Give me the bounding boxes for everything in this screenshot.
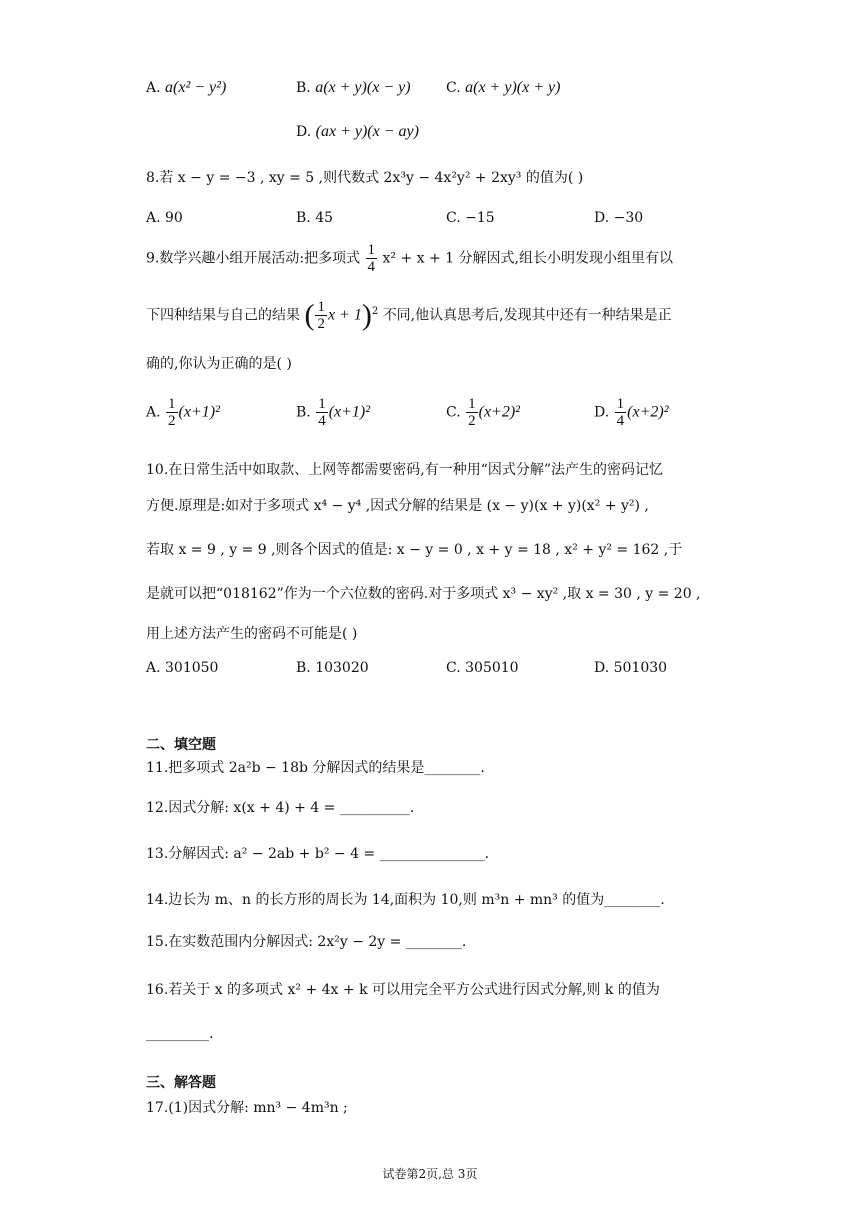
q8-stem: 8.若 x − y = −3 , xy = 5 ,则代数式 2x³y − 4x²y² + 2xy³ 的值为( ) (146, 170, 584, 186)
q7-option-a (146, 78, 226, 98)
page-footer: 试卷第2页,总 3页 (382, 1167, 478, 1181)
option-label: A. (146, 660, 161, 676)
q16-line-2: _________. (146, 1026, 214, 1042)
q9-line-1 (146, 242, 673, 275)
q8-option-c (446, 208, 495, 228)
option-expr: a(x + y)(x + y) (465, 79, 561, 96)
option-label: B. (296, 210, 311, 226)
option-label: D. (594, 404, 610, 421)
q10-option-d (594, 658, 667, 678)
q9-line-2: 下四种结果与自己的结果 ( $\frac{1}{2}$ x + 1)$^2$ 不同,他认真思考后,发现其中还有一种结果是正 (146, 298, 672, 333)
q10-line-4: 是就可以把“018162”作为一个六位数的密码.对于多项式 x³ − xy² ,取 x = 30 , y = 20 , (146, 586, 701, 602)
option-value: −15 (465, 210, 495, 226)
option-label: C. (446, 404, 461, 421)
option-label: D. (594, 660, 610, 676)
q7-option-b (296, 78, 411, 98)
option-value: −30 (613, 210, 644, 226)
option-label: C. (446, 80, 461, 96)
option-label: B. (296, 660, 311, 676)
section-title-answer: 三、解答题 (146, 1075, 216, 1091)
q10-option-b (296, 658, 369, 678)
q9-line-3: 确的,你认为正确的是( ) (146, 356, 292, 372)
option-expr: (x+2)² (478, 403, 520, 421)
option-label: A. (146, 404, 161, 421)
option-expr: (ax + y)(x − ay) (315, 123, 419, 140)
q10-line-1: 10.在日常生活中如取款、上网等都需要密码,有一种用“因式分解”法产生的密码记忆 (146, 462, 664, 478)
q10-option-c (446, 658, 519, 678)
option-expr: a(x² − y²) (165, 79, 227, 96)
option-value: 45 (315, 210, 334, 226)
q17: 17.(1)因式分解: mn³ − 4m³n ; (146, 1100, 348, 1116)
option-expr: (x+1)² (328, 403, 371, 421)
option-label: D. (594, 210, 610, 226)
option-label: D. (296, 124, 312, 140)
q10-line-3: 若取 x = 9 , y = 9 ,则各个因式的值是: x − y = 0 , x + y = 18 , x² + y² = 162 ,于 (146, 542, 683, 558)
q12: 12.因式分解: x(x + 4) + 4 = __________. (146, 800, 415, 816)
q11: 11.把多项式 2a²b − 18b 分解因式的结果是________. (146, 760, 485, 776)
q9-option-a: A. $\frac{1}{2}$ (x+1)² (146, 396, 220, 429)
fraction-half: $\frac{1}{2}$ (317, 299, 325, 333)
q9-text-d: 不同,他认真思考后,发现其中还有一种结果是正 (382, 307, 672, 324)
option-label: C. (446, 660, 461, 676)
q15: 15.在实数范围内分解因式: 2x²y − 2y = ________. (146, 934, 467, 950)
q8-option-d (594, 208, 643, 228)
q9-option-b: B. $\frac{1}{4}$ (x+1)² (296, 396, 371, 429)
option-value: 103020 (315, 660, 369, 676)
q9-text-b: x² + x + 1 分解因式,组长小明发现小组里有以 (382, 250, 673, 267)
q7-option-c (446, 78, 560, 98)
option-value: 305010 (465, 660, 519, 676)
q10-line-5: 用上述方法产生的密码不可能是( ) (146, 626, 358, 642)
option-label: C. (446, 210, 461, 226)
q13: 13.分解因式: a² − 2ab + b² − 4 = _______________. (146, 846, 490, 862)
option-label: B. (296, 404, 311, 421)
option-expr: (x+2)² (627, 403, 669, 421)
option-value: 90 (165, 210, 183, 226)
q7-option-d (296, 122, 419, 142)
q16-line-1: 16.若关于 x 的多项式 x² + 4x + k 可以用完全平方公式进行因式分解,则 k 的值为 (146, 982, 660, 998)
option-label: B. (296, 80, 311, 96)
q10-line-2: 方便.原理是:如对于多项式 x⁴ − y⁴ ,因式分解的结果是 (x − y)(x + y)(x² + y²) , (146, 498, 649, 514)
q9-option-c: C. $\frac{1}{2}$ (x+2)² (446, 396, 520, 429)
q8-option-b (296, 208, 333, 228)
option-value: 501030 (613, 660, 668, 676)
option-label: A. (146, 210, 161, 226)
option-label: A. (146, 80, 161, 96)
section-title-fill-blank: 二、填空题 (146, 737, 216, 753)
option-value: 301050 (165, 660, 219, 676)
q8-option-a (146, 208, 183, 228)
option-expr: a(x + y)(x − y) (315, 79, 411, 96)
q9-option-d: D. $\frac{1}{4}$ (x+2)² (594, 396, 669, 429)
q14: 14.边长为 m、n 的长方形的周长为 14,面积为 10,则 m³n + mn³ 的值为________. (146, 892, 665, 908)
q10-option-a (146, 658, 218, 678)
q9-text-c: 下四种结果与自己的结果 (146, 307, 300, 324)
fraction-quarter: $\frac{1}{4}$ (367, 242, 376, 275)
option-expr: (x+1)² (178, 403, 220, 421)
q9-text-a: 9.数学兴趣小组开展活动:把多项式 (146, 250, 361, 267)
